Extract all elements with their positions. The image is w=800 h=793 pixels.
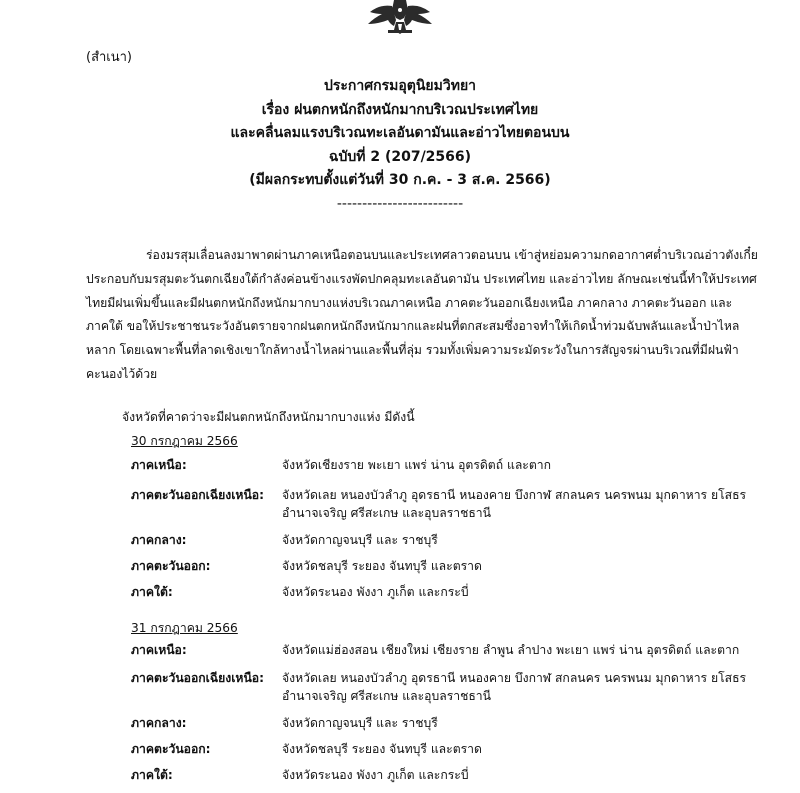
province-list: จังหวัดระนอง พังงา ภูเก็ต และกระบี่ xyxy=(282,768,469,782)
body-paragraph xyxy=(86,244,758,387)
title-line-subject-cont: และคลื่นลมแรงบริเวณทะเลอันดามันและอ่าวไทยตอนบน xyxy=(230,125,570,141)
body-line: ร่องมรสุมเลื่อนลงมาพาดผ่านภาคเหนือตอนบนและประเทศลาวตอนบน เข้าสู่หย่อมความกดอากาศต่ำบริเวณอ่าวตังเกี๋ย xyxy=(146,248,758,262)
announcement-title xyxy=(0,75,800,216)
title-line-issue-number: ฉบับที่ 2 (207/2566) xyxy=(328,148,472,165)
title-line-effective-date: (มีผลกระทบตั้งแต่วันที่ 30 ก.ค. - 3 ส.ค. 2566) xyxy=(249,172,551,188)
province-list-intro: จังหวัดที่คาดว่าจะมีฝนตกหนักถึงหนักมากบางแห่ง มีดังนี้ xyxy=(122,410,415,424)
region-name: ภาคใต้: xyxy=(131,585,173,599)
province-list-cont: อำนาจเจริญ ศรีสะเกษ และอุบลราชธานี xyxy=(282,689,491,703)
region-name: ภาคตะวันออกเฉียงเหนือ: xyxy=(131,671,264,685)
body-line: ประกอบกับมรสุมตะวันตกเฉียงใต้กำลังค่อนข้างแรงพัดปกคลุมทะเลอันดามัน ประเทศไทย และอ่าวไทย ลักษณะเช่นนี้ทำให้ประเทศ xyxy=(86,271,757,286)
garuda-emblem-icon xyxy=(362,0,438,34)
body-line: หลาก โดยเฉพาะพื้นที่ลาดเชิงเขาใกล้ทางน้ำไหลผ่านและพื้นที่ลุ่ม รวมทั้งเพิ่มความระมัดระวังในการสัญจรผ่านบริเวณที่มีฝนฟ้า xyxy=(86,343,739,358)
province-list: จังหวัดเลย หนองบัวลำภู อุดรธานี หนองคาย บึงกาฬ สกลนคร นครพนม มุกดาหาร ยโสธร xyxy=(282,488,747,502)
copy-label: (สำเนา) xyxy=(86,50,133,65)
title-line-agency: ประกาศกรมอุตุนิยมวิทยา xyxy=(323,78,477,94)
body-line: ภาคใต้ ขอให้ประชาชนระวังอันตรายจากฝนตกหนักถึงหนักมากและฝนที่ตกสะสมซึ่งอาจทำให้เกิดน้ำท่วมฉับพลันและน้ำป่าไหล xyxy=(86,319,740,334)
province-list: จังหวัดชลบุรี ระยอง จันทบุรี และตราด xyxy=(282,559,482,573)
body-line: คะนองไว้ด้วย xyxy=(86,366,158,381)
region-name: ภาคตะวันออกเฉียงเหนือ: xyxy=(131,488,264,502)
region-name: ภาคกลาง: xyxy=(131,716,187,730)
province-list: จังหวัดระนอง พังงา ภูเก็ต และกระบี่ xyxy=(282,585,469,599)
date-heading: 30 กรกฎาคม 2566 xyxy=(131,434,238,448)
region-name: ภาคตะวันออก: xyxy=(131,559,211,573)
region-name: ภาคตะวันออก: xyxy=(131,742,211,756)
date-heading: 31 กรกฎาคม 2566 xyxy=(131,621,238,635)
region-name: ภาคเหนือ: xyxy=(131,643,187,657)
province-list: จังหวัดกาญจนบุรี และ ราชบุรี xyxy=(282,533,438,547)
province-list: จังหวัดเชียงราย พะเยา แพร่ น่าน อุตรดิตถ์ และตาก xyxy=(282,458,551,472)
title-divider: ------------------------- xyxy=(336,195,464,212)
region-name: ภาคเหนือ: xyxy=(131,458,187,472)
region-name: ภาคกลาง: xyxy=(131,533,187,547)
province-list: จังหวัดเลย หนองบัวลำภู อุดรธานี หนองคาย บึงกาฬ สกลนคร นครพนม มุกดาหาร ยโสธร xyxy=(282,671,747,685)
province-list: จังหวัดกาญจนบุรี และ ราชบุรี xyxy=(282,716,438,730)
province-list: จังหวัดชลบุรี ระยอง จันทบุรี และตราด xyxy=(282,742,482,756)
title-line-subject: เรื่อง ฝนตกหนักถึงหนักมากบริเวณประเทศไทย xyxy=(261,101,539,118)
region-name: ภาคใต้: xyxy=(131,768,173,782)
body-line: ไทยมีฝนเพิ่มขึ้นและมีฝนตกหนักถึงหนักมากบางแห่งบริเวณภาคเหนือ ภาคตะวันออกเฉียงเหนือ ภาคกลาง ภาคตะวันออก และ xyxy=(86,295,733,310)
province-list-cont: อำนาจเจริญ ศรีสะเกษ และอุบลราชธานี xyxy=(282,506,491,520)
province-list: จังหวัดแม่ฮ่องสอน เชียงใหม่ เชียงราย ลำพูน ลำปาง พะเยา แพร่ น่าน อุตรดิตถ์ และตาก xyxy=(282,643,740,657)
